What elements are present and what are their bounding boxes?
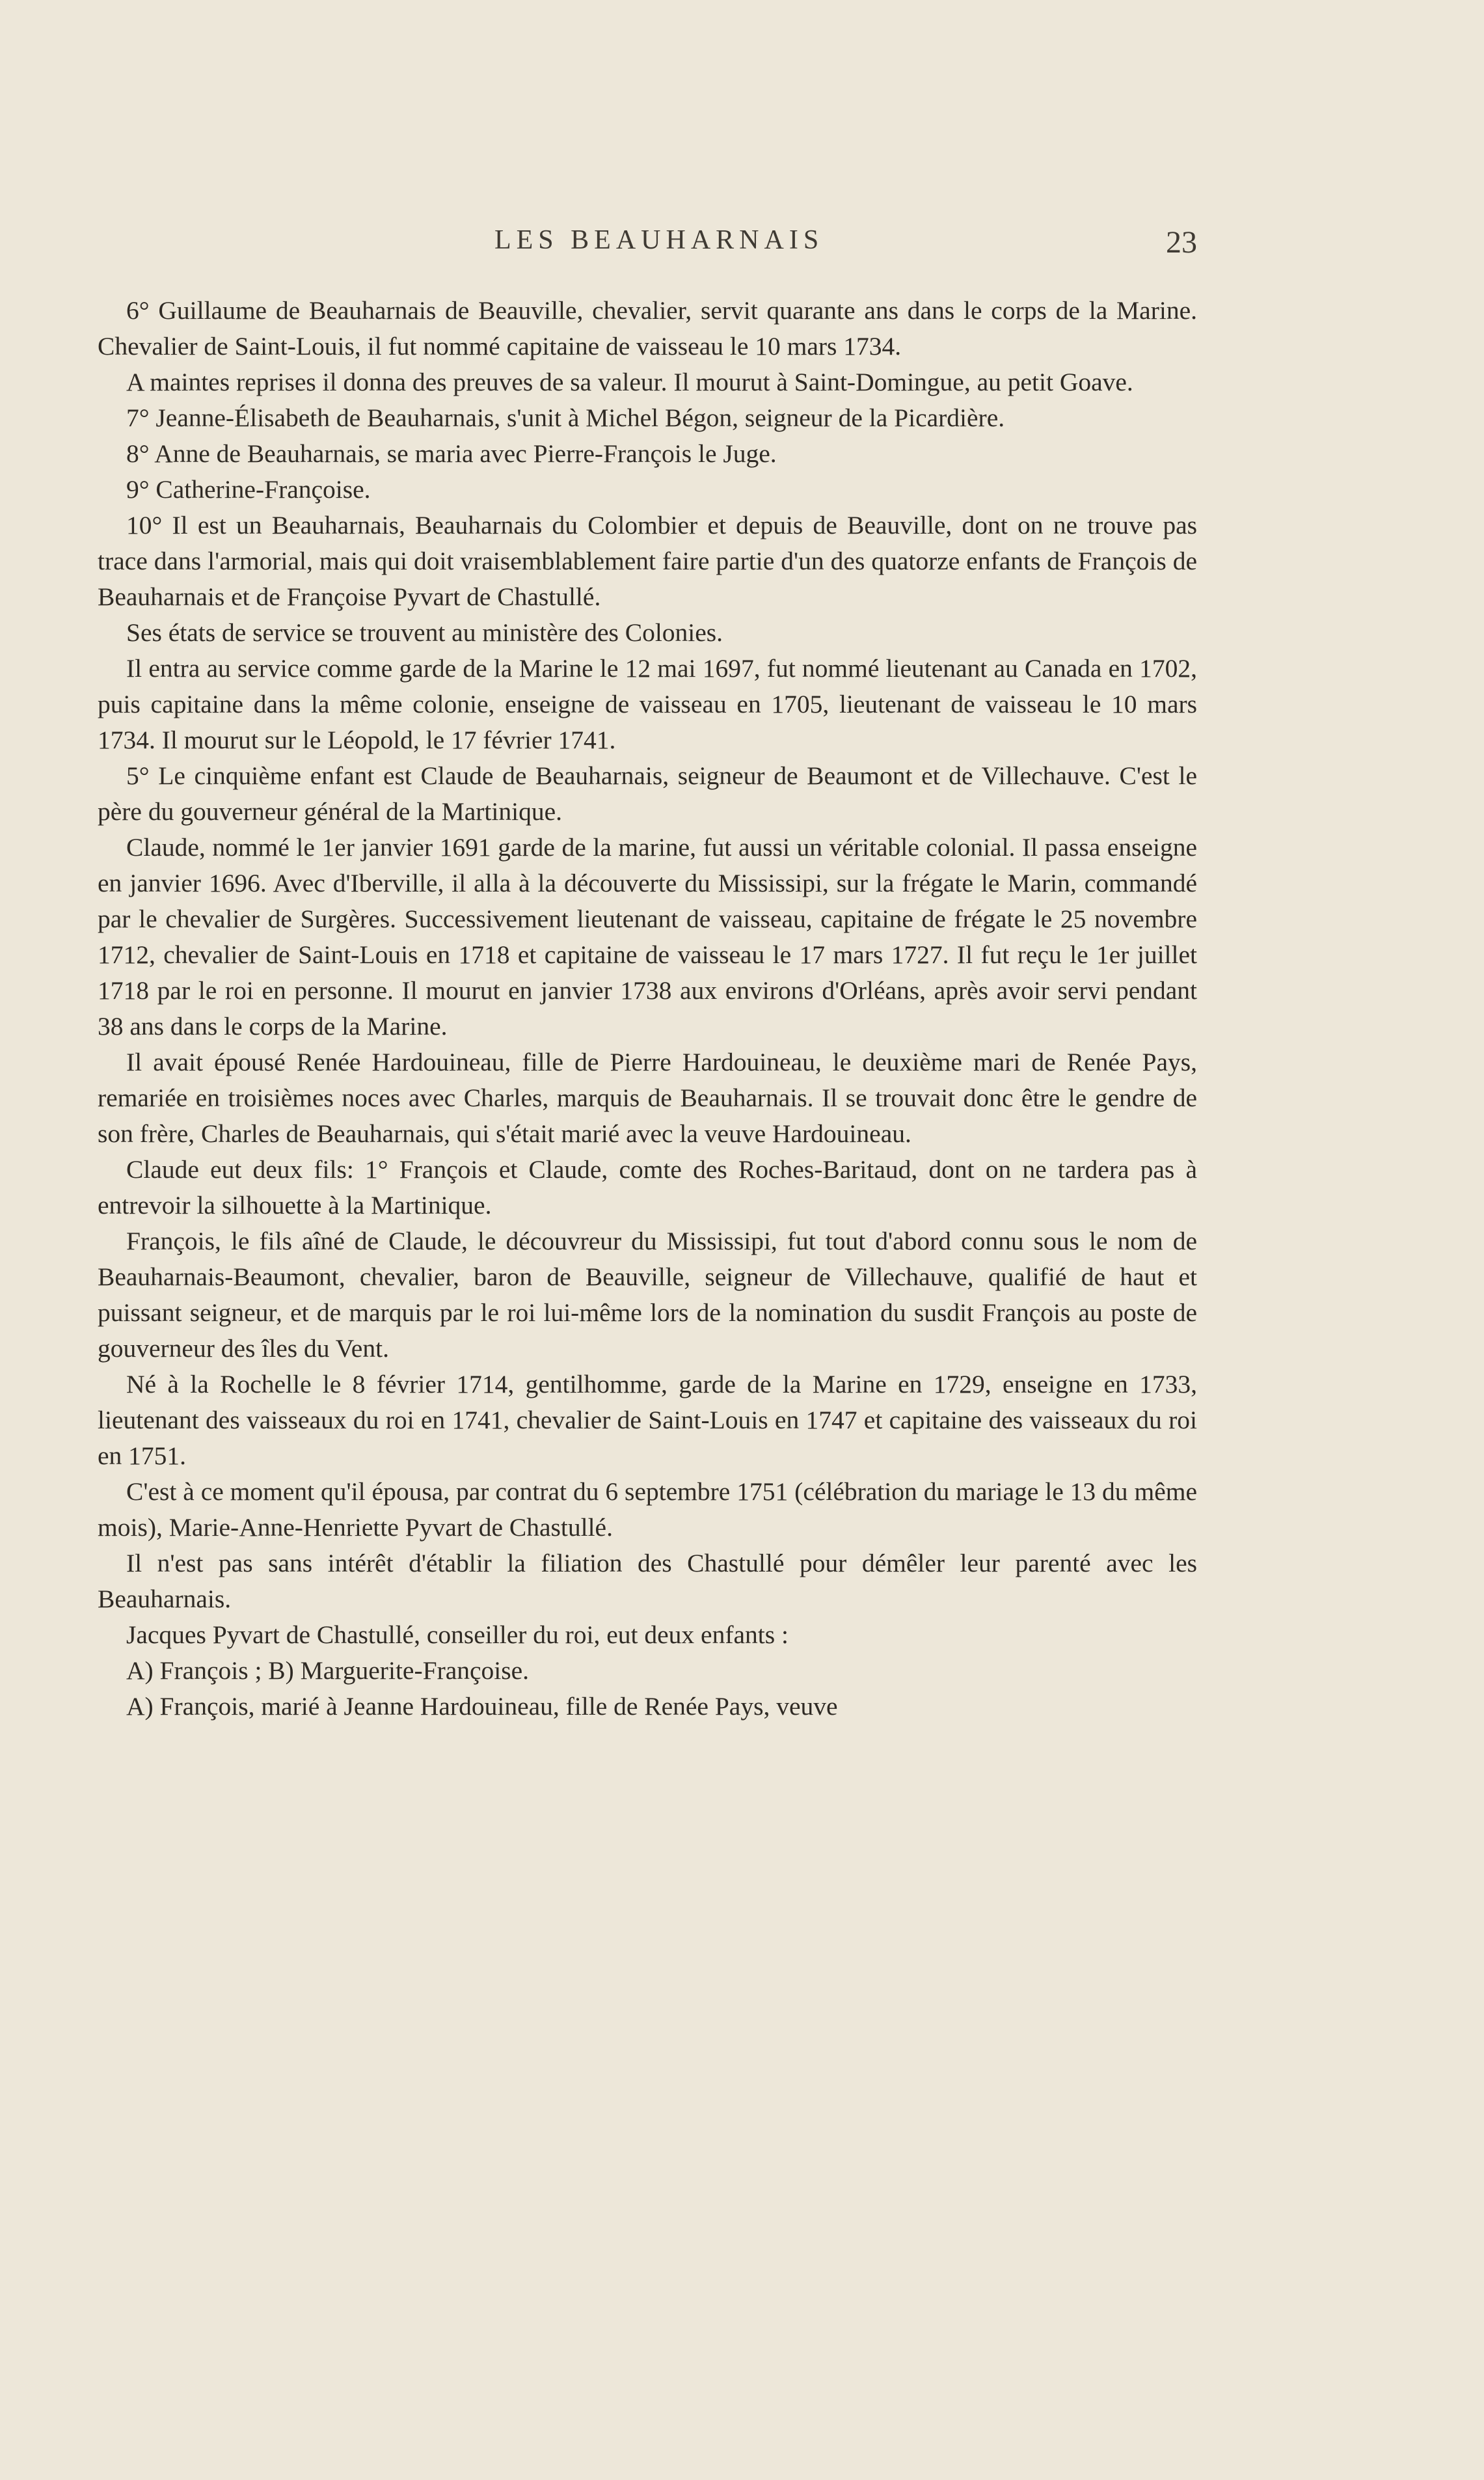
paragraph: 10° Il est un Beauharnais, Beauharnais du Colombier et depuis de Beauville, dont on ne trouve pas trace dans l'armorial, mais qui doit vraisemblablement faire partie d'un des quatorze enfants de François de Beauharnais et de Françoise Pyvart de Chastullé. [98,511,1197,611]
paragraph: A) François, marié à Jeanne Hardouineau, fille de Renée Pays, veuve [126,1692,838,1721]
page-header [98,225,1197,264]
paragraph: A) François ; B) Marguerite-Françoise. [126,1656,530,1685]
running-head: LES BEAUHARNAIS [494,225,824,255]
paragraph: Il entra au service comme garde de la Marine le 12 mai 1697, fut nommé lieutenant au Canada en 1702, puis capitaine dans la même colonie, enseigne de vaisseau en 1705, lieutenant de vaisseau le 10 mars 1734. Il mourut sur le Léopold, le 17 février 1741. [98,654,1197,754]
paragraph: Claude, nommé le 1er janvier 1691 garde de la marine, fut aussi un véritable colonial. Il passa enseigne en janvier 1696. Avec d'Iberville, il alla à la découverte du Mississipi, sur la frégate le Marin, commandé par le chevalier de Surgères. Successivement lieutenant de vaisseau, capitaine de frégate le 25 novembre 1712, chevalier de Saint-Louis en 1718 et capitaine de vaisseau le 17 mars 1727. Il fut reçu le 1er juillet 1718 par le roi en personne. Il mourut en janvier 1738 aux environs d'Orléans, après avoir servi pendant 38 ans dans le corps de la Marine. [98,833,1197,1041]
paragraph: 9° Catherine-Françoise. [126,475,371,504]
paragraph: 5° Le cinquième enfant est Claude de Beauharnais, seigneur de Beaumont et de Villechauve. C'est le père du gouverneur général de la Martinique. [98,761,1197,826]
paragraph: Il avait épousé Renée Hardouineau, fille de Pierre Hardouineau, le deuxième mari de Renée Pays, remariée en troisièmes noces avec Charles, marquis de Beauharnais. Il se trouvait donc être le gendre de son frère, Charles de Beauharnais, qui s'était marié avec la veuve Hardouineau. [98,1048,1197,1148]
paragraph: Il n'est pas sans intérêt d'établir la filiation des Chastullé pour démêler leur parenté avec les Beauharnais. [98,1549,1197,1613]
paragraph: Né à la Rochelle le 8 février 1714, gentilhomme, garde de la Marine en 1729, enseigne en 1733, lieutenant des vaisseaux du roi en 1741, chevalier de Saint-Louis en 1747 et capitaine des vaisseaux du roi en 1751. [98,1370,1197,1470]
paragraph: 8° Anne de Beauharnais, se maria avec Pierre-François le Juge. [126,439,777,468]
page-number: 23 [1166,225,1197,260]
paragraph: 7° Jeanne-Élisabeth de Beauharnais, s'unit à Michel Bégon, seigneur de la Picardière. [126,403,1005,432]
paragraph: C'est à ce moment qu'il épousa, par contrat du 6 septembre 1751 (célébration du mariage le 13 du même mois), Marie-Anne-Henriette Pyvart de Chastullé. [98,1477,1197,1542]
paragraph: Claude eut deux fils: 1° François et Claude, comte des Roches-Baritaud, dont on ne tardera pas à entrevoir la silhouette à la Martinique. [98,1155,1197,1220]
paragraph: 6° Guillaume de Beauharnais de Beauville, chevalier, servit quarante ans dans le corps de la Marine. Chevalier de Saint-Louis, il fut nommé capitaine de vaisseau le 10 mars 1734. [98,296,1197,361]
paragraph: Ses états de service se trouvent au ministère des Colonies. [126,618,723,647]
paragraph: A maintes reprises il donna des preuves de sa valeur. Il mourut à Saint-Domingue, au petit Goave. [126,368,1133,396]
paragraph: Jacques Pyvart de Chastullé, conseiller du roi, eut deux enfants : [126,1620,789,1649]
body-text [98,293,1197,1724]
paragraph: François, le fils aîné de Claude, le découvreur du Mississipi, fut tout d'abord connu sous le nom de Beauharnais-Beaumont, chevalier, baron de Beauville, seigneur de Villechauve, qualifié de haut et puissant seigneur, et de marquis par le roi lui-même lors de la nomination du susdit François au poste de gouverneur des îles du Vent. [98,1227,1197,1363]
